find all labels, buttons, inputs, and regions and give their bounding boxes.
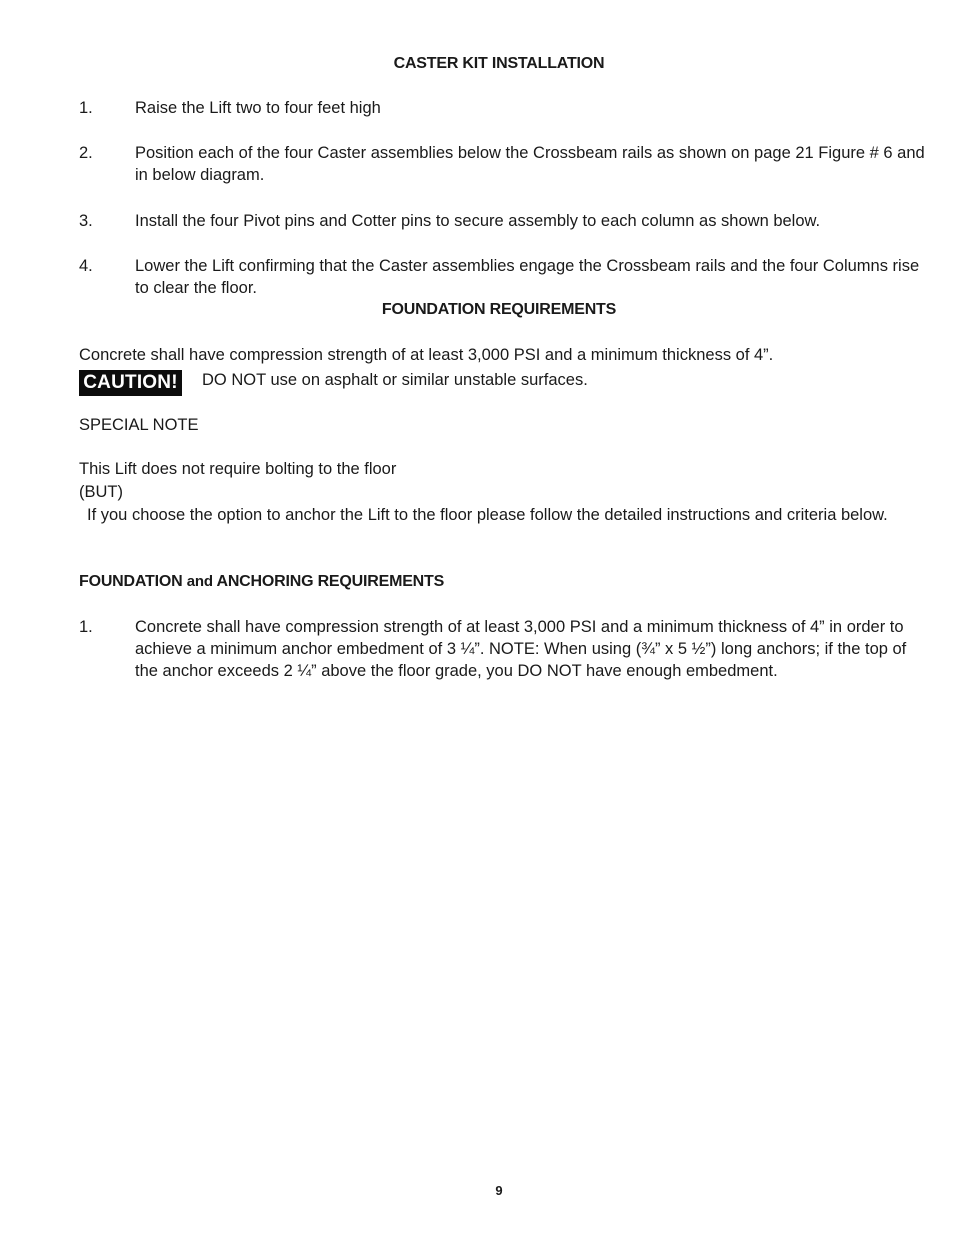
special-note-label: SPECIAL NOTE — [79, 416, 199, 434]
step-number: 1. — [79, 618, 93, 636]
step-number: 3. — [79, 212, 93, 230]
foundation-heading: FOUNDATION REQUIREMENTS — [381, 301, 617, 318]
caution-badge: CAUTION! — [79, 370, 182, 396]
page-number: 9 — [495, 1183, 503, 1198]
caution-text: DO NOT use on asphalt or similar unstable surfaces. — [202, 371, 588, 389]
concrete-requirement-text: Concrete shall have compression strength of at least 3,000 PSI and a minimum thickness of 4”. — [79, 346, 774, 364]
anchoring-heading — [79, 571, 444, 593]
step-text: Concrete shall have compression strength of at least 3,000 PSI and a minimum thickness of 4” in order to achieve a minimum anchor embedment of 3 ¼”. NOTE: When using (¾” x 5 ½”) long anchors; if the top of the anchor exceeds 2 ¼” above the floor grade, you DO NOT have enough embedment. — [135, 618, 907, 680]
note-line: (BUT) — [79, 483, 123, 501]
note-line: If you choose the option to anchor the Lift to the floor please follow the detailed instructions and criteria below. — [87, 506, 888, 524]
step-text: Raise the Lift two to four feet high — [135, 99, 381, 117]
step-text: Install the four Pivot pins and Cotter pins to secure assembly to each column as shown below. — [135, 212, 821, 230]
step-number: 2. — [79, 144, 93, 162]
step-text: Position each of the four Caster assemblies below the Crossbeam rails as shown on page 21 Figure # 6 and in below diagram. — [135, 144, 925, 184]
anchoring-heading-part: FOUNDATION — [79, 573, 183, 590]
note-line: This Lift does not require bolting to the floor — [79, 460, 397, 478]
anchoring-heading-part: and — [186, 573, 213, 590]
step-number: 1. — [79, 99, 93, 117]
step-number: 4. — [79, 257, 93, 275]
anchoring-heading-part: ANCHORING REQUIREMENTS — [216, 573, 445, 590]
step-text: Lower the Lift confirming that the Caster assemblies engage the Crossbeam rails and the four Columns rise to clear the floor. — [135, 257, 920, 297]
caster-kit-heading: CASTER KIT INSTALLATION — [393, 55, 605, 72]
